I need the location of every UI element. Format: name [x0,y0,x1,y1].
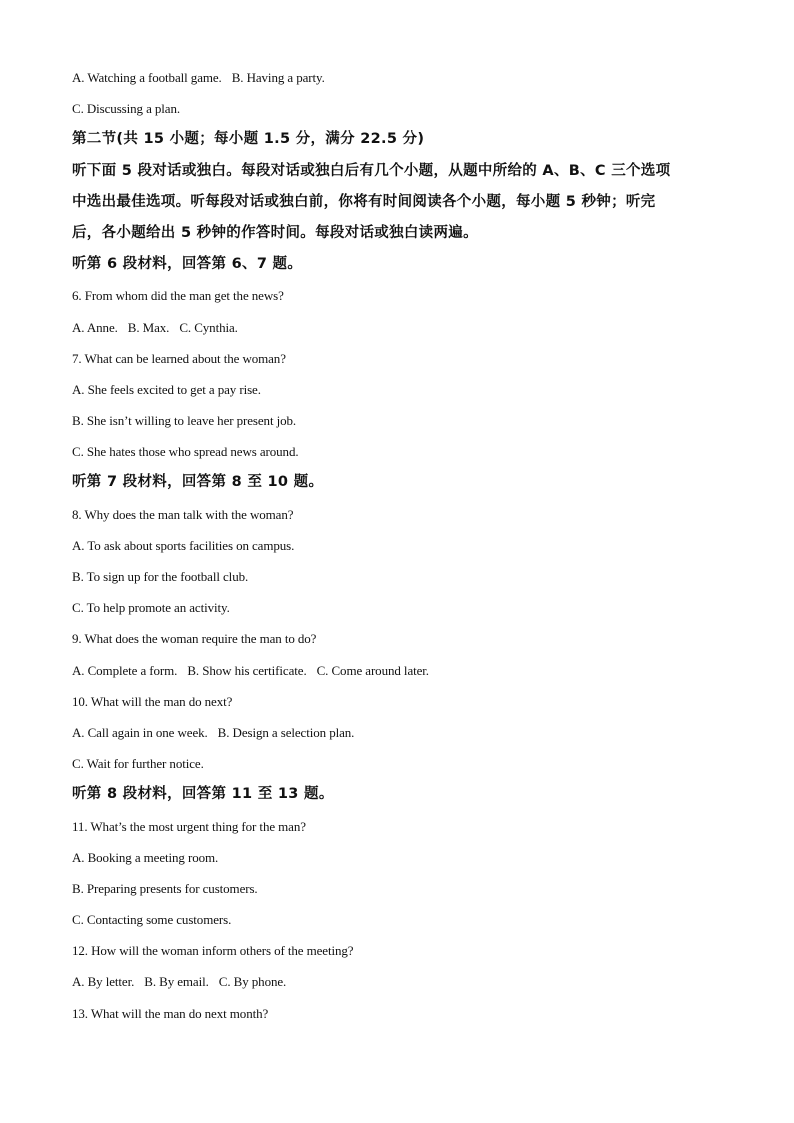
text-line [72,530,732,561]
option-text: B. Max. [127,319,170,335]
text-line [72,966,732,997]
option-text: 9. What does the woman require the man to do? [72,631,317,647]
section-heading [72,249,732,280]
text-line [72,811,732,842]
text-line [72,405,732,436]
option-text: A. She feels excited to get a pay rise. [72,381,261,397]
option-text: 11. What’s the most urgent thing for the man? [72,818,306,834]
section-heading [72,218,732,249]
option-text: C. To help promote an activity. [72,600,230,616]
text-line [72,280,732,311]
option-text: C. By phone. [218,974,287,990]
text-line [72,561,732,592]
option-text: B. Preparing presents for customers. [72,880,258,896]
text-line [72,62,732,93]
text-line [72,686,732,717]
option-text: B. She isn’t willing to leave her present job. [72,413,297,429]
heading-text: 中选出最佳选项。听每段对话或独白前，你将有时间阅读各个小题，每小题 5 秒钟；听完 [72,193,656,210]
option-text: C. Wait for further notice. [72,756,204,772]
document-page [72,62,732,1029]
heading-text: 后，各小题给出 5 秒钟的作答时间。每段对话或独白读两遍。 [72,224,478,241]
text-line [72,655,732,686]
text-line [72,748,732,779]
text-line [72,842,732,873]
section-heading [72,779,732,810]
heading-text: 第二节(共 15 小题；每小题 1.5 分，满分 22.5 分) [72,131,425,148]
text-line [72,623,732,654]
heading-text: 听下面 5 段对话或独白。每段对话或独白后有几个小题，从题中所给的 A、B、C 三个选项 [72,162,671,179]
text-line [72,935,732,966]
option-text: A. Anne. [72,319,118,335]
text-line [72,998,732,1029]
option-text: B. Having a party. [231,70,325,85]
option-text: B. By email. [144,974,209,990]
option-text: B. Design a selection plan. [217,724,355,740]
option-text: A. To ask about sports facilities on campus. [72,537,295,553]
text-line [72,312,732,343]
option-text: C. She hates those who spread news around. [72,444,299,460]
section-heading [72,467,732,498]
section-heading [72,124,732,155]
text-line [72,717,732,748]
option-text: C. Contacting some customers. [72,912,232,928]
text-line [72,93,732,124]
option-text: B. To sign up for the football club. [72,569,249,584]
text-line [72,873,732,904]
option-text: A. Watching a football game. [72,70,222,85]
heading-text: 听第 8 段材料，回答第 11 至 13 题。 [72,786,334,803]
option-text: A. Call again in one week. [72,724,208,740]
heading-text: 听第 7 段材料，回答第 8 至 10 题。 [72,474,324,491]
option-text: A. Booking a meeting room. [72,849,219,865]
option-text: C. Discussing a plan. [72,101,181,117]
section-heading [72,156,732,187]
text-line [72,499,732,530]
option-text: 12. How will the woman inform others of the meeting? [72,943,354,959]
option-text: 6. From whom did the man get the news? [72,288,284,304]
heading-text: 听第 6 段材料，回答第 6、7 题。 [72,256,303,273]
option-text: C. Come around later. [316,662,429,678]
text-line [72,374,732,405]
option-text: 7. What can be learned about the woman? [72,350,286,366]
text-line [72,904,732,935]
option-text: B. Show his certificate. [187,662,307,678]
section-heading [72,187,732,218]
text-line [72,343,732,374]
text-line [72,436,732,467]
text-line [72,592,732,623]
option-text: A. Complete a form. [72,662,178,678]
option-text: A. By letter. [72,974,135,990]
option-text: 10. What will the man do next? [72,693,233,709]
option-text: 8. Why does the man talk with the woman? [72,506,294,522]
option-text: C. Cynthia. [179,319,238,335]
option-text: 13. What will the man do next month? [72,1005,269,1021]
